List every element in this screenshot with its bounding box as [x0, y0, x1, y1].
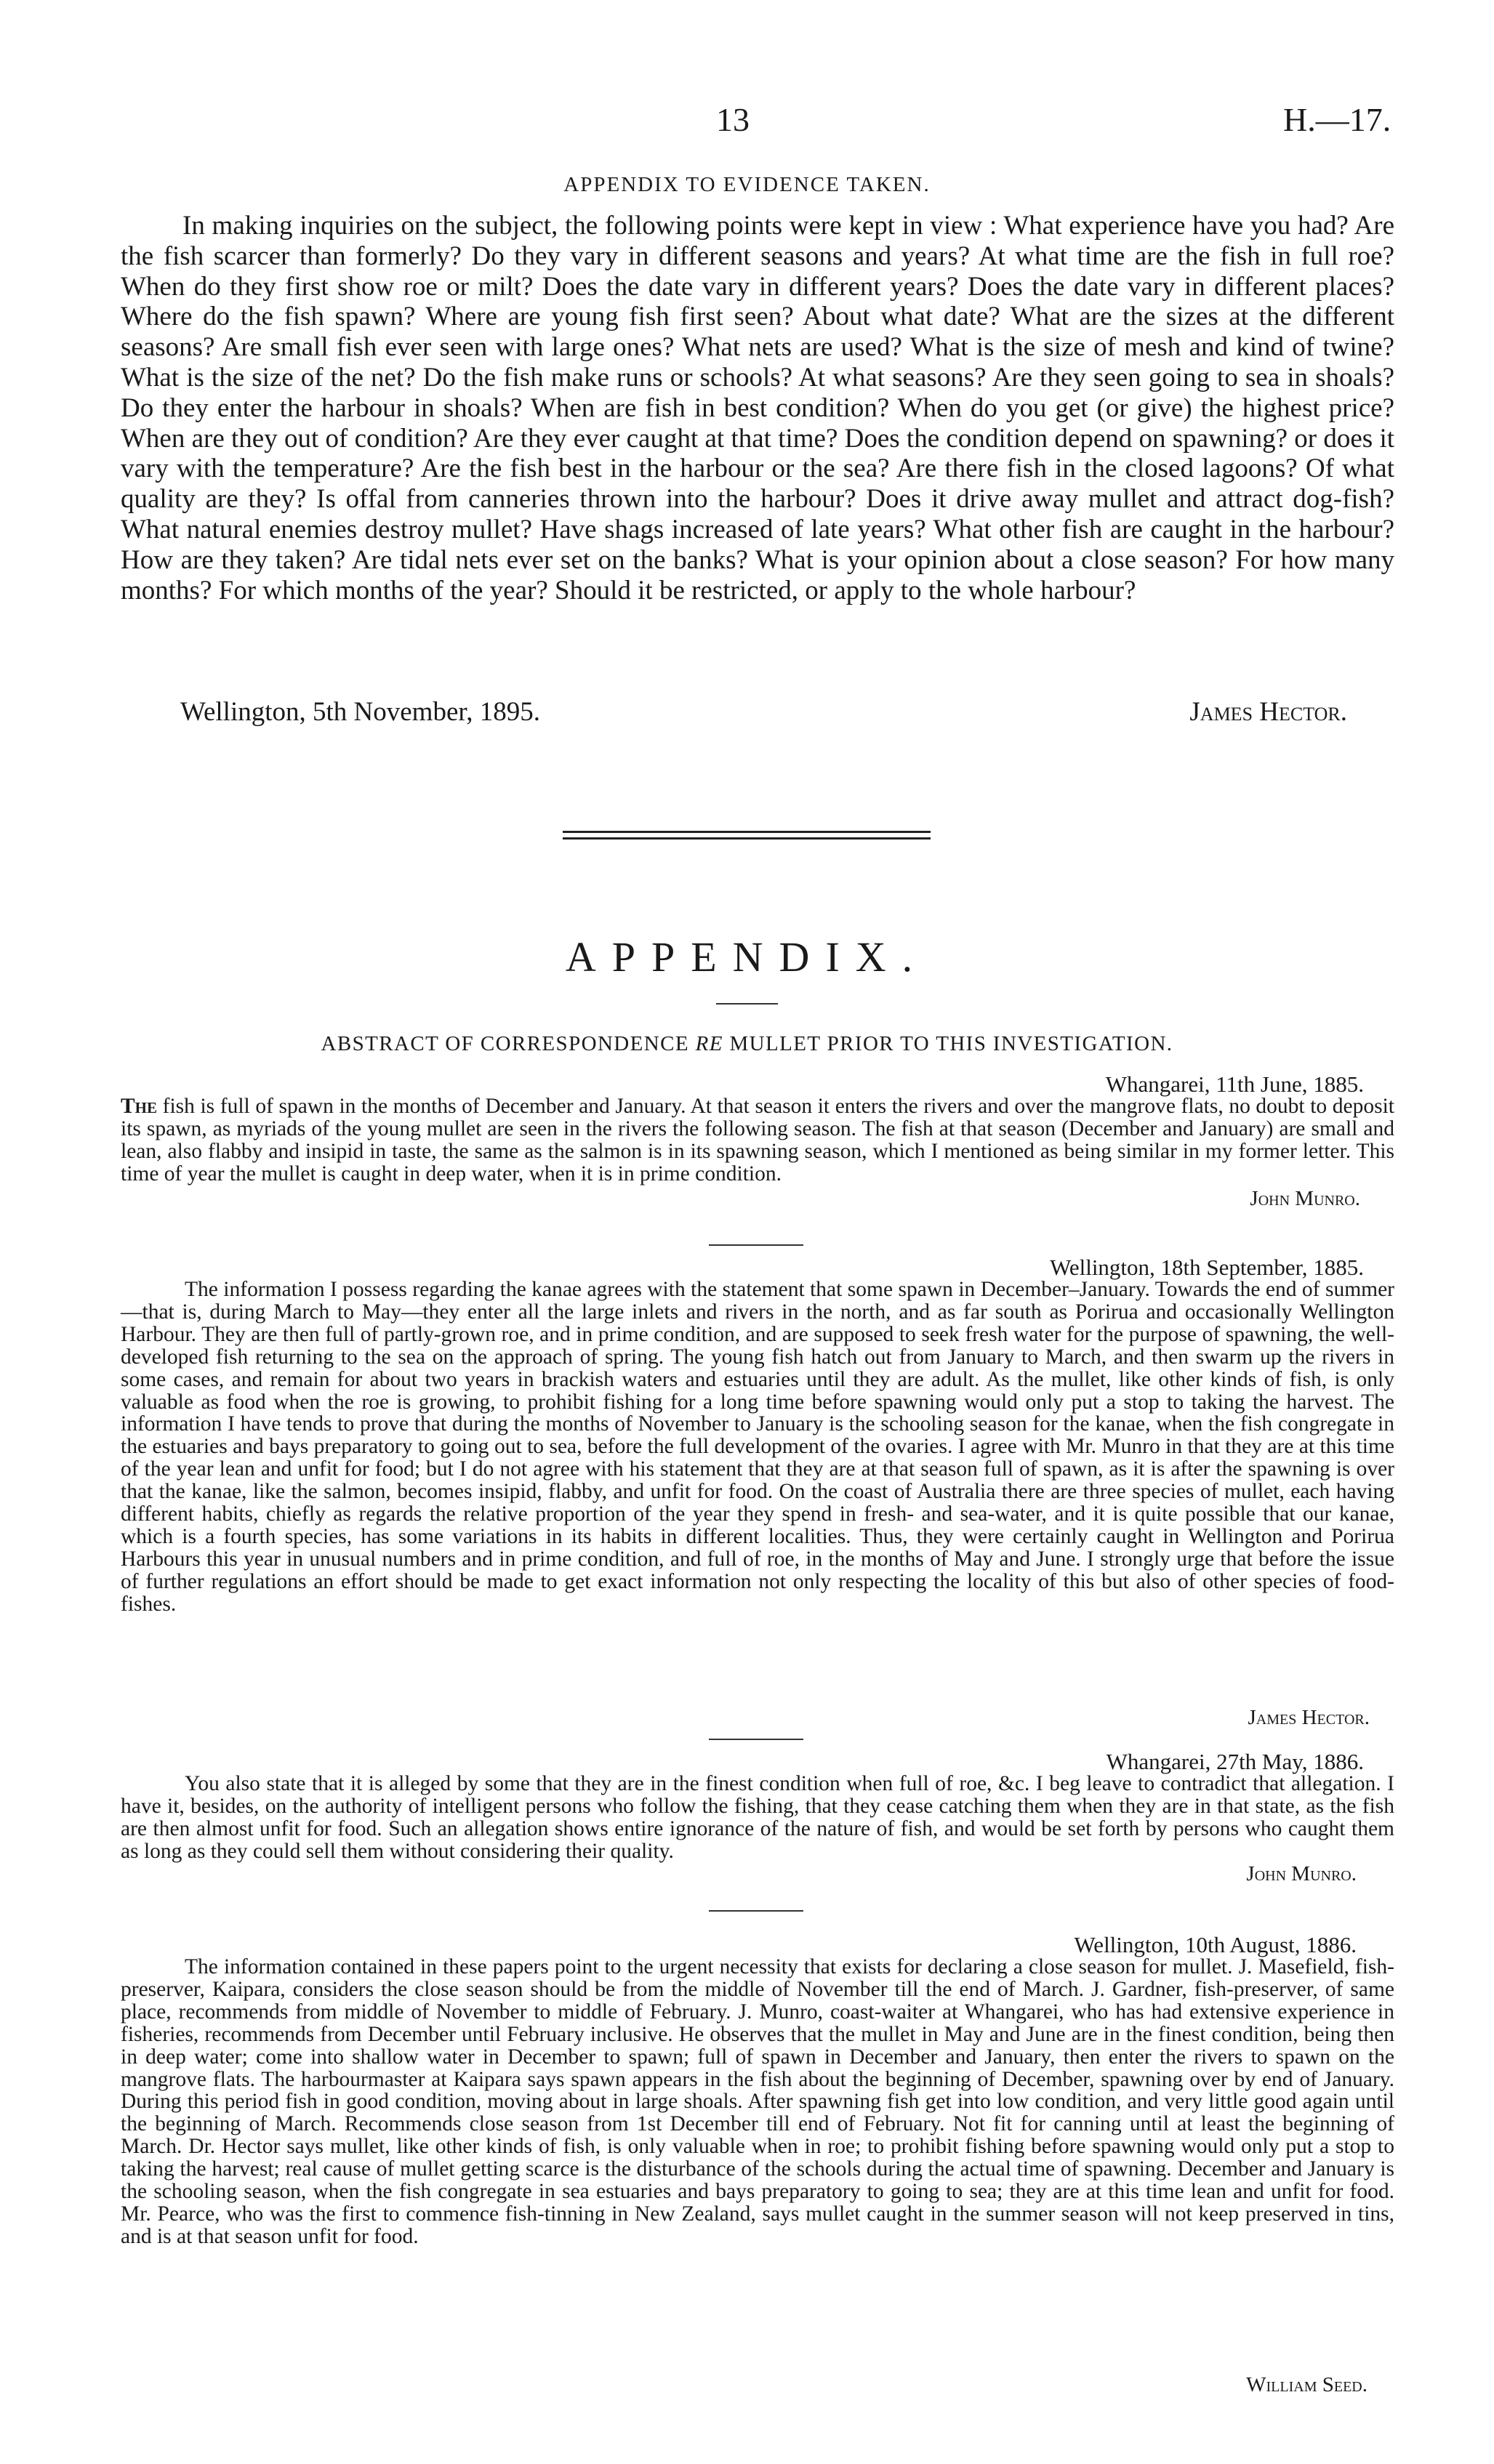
- evidence-appendix-signoff: [180, 696, 1347, 728]
- letter-signature: John Munro.: [1250, 1187, 1360, 1210]
- title-rule: [716, 1003, 778, 1004]
- letter-body: You also state that it is alleged by some that they are in the finest condition when full of roe, &c. I beg leave to contradict that allegation. I have it, besides, on the authority of intelligent persons who follow the fishing, that they cease catching them when they are in that state, as the fish are then almost unfit for food. Such an allegation shows entire ignorance of the nature of fish, and would be set forth by persons who caught them as long as they could sell them without considering their quality.: [121, 1772, 1394, 1863]
- letter-signature: John Munro.: [1246, 1862, 1357, 1885]
- letter-body: The fish is full of spawn in the months of December and January. At that season it enters the rivers and over the mangrove flats, no doubt to deposit its spawn, as myriads of the young mullet are seen in the rivers the following season. The fish at that season (December and January) are small and lean, also flabby and insipid in taste, the same as the salmon is in its spawning season, which I mentioned as being similar in my former letter. This time of year the mullet is caught in deep water, when it is in prime condition.: [121, 1095, 1394, 1185]
- appendix-title: APPENDIX.: [565, 933, 929, 981]
- letter-separator: [709, 1244, 803, 1246]
- signature: James Hector.: [1189, 697, 1347, 727]
- evidence-appendix-title: APPENDIX TO EVIDENCE TAKEN.: [563, 173, 931, 196]
- letter-dateline: Wellington, 10th August, 1886.: [1074, 1932, 1357, 1957]
- section-divider-bottom: [563, 837, 931, 840]
- place-date: Wellington, 5th November, 1895.: [180, 697, 540, 727]
- letter-dateline: Wellington, 18th September, 1885.: [1050, 1255, 1364, 1280]
- letter-body: The information contained in these papers point to the urgent necessity that exists for declaring a close season for mullet. J. Masefield, fish-preserver, Kaipara, considers the close season should be from the middle of November till the end of March. J. Gardner, fish-preserver, of same place, recommends from middle of November to middle of February. J. Munro, coast-waiter at Whangarei, who has had extensive experience in fisheries, recommends from December until February inclusive. He observes that the mullet in May and June are in the finest condition, being then in deep water; come into shallow water in December to spawn; full of spawn in December and January, then enter the rivers to spawn on the mangrove flats. The harbourmaster at Kaipara says spawn appears in the fish about the beginning of December, spawning over by end of January. During this period fish in good condition, moving about in large shoals. After spawning fish get into low condition, and very little good again until the beginning of March. Recommends close season from 1st December till end of February. Not fit for canning until at least the beginning of March. Dr. Hector says mullet, like other kinds of fish, is only valuable when in roe; to prohibit fishing before spawning would only put a stop to taking the harvest; real cause of mullet getting scarce is the disturbance of the schools during the actual time of spawning. December and January is the schooling season, when the fish congregate in sea estuaries and bays preparatory to going to sea; they are at this time lean and unfit for food. Mr. Pearce, who was the first to commence fish-tinning in New Zealand, says mullet caught in the summer season will not keep preserved in tins, and is at that season unfit for food.: [121, 1955, 1394, 2248]
- letter-signature: James Hector.: [1248, 1706, 1370, 1729]
- letter-dateline: Whangarei, 11th June, 1885.: [1105, 1071, 1364, 1097]
- letter-body: The information I possess regarding the kanae agrees with the statement that some spawn in December–January. Towards the end of summer—that is, during March to May—they enter all the large inlets and rivers in the north, and as far south as Porirua and occasionally Wellington Harbour. They are then full of partly-grown roe, and in prime condition, and are supposed to seek fresh water for the purpose of spawning, the well-developed fish returning to the sea on the approach of spring. The young fish hatch out from January to March, and then swarm up the rivers in some cases, and remain for about two years in brackish waters and estuaries until they are adult. As the mullet, like other kinds of fish, is only valuable as food when the roe is growing, to prohibit fishing for a long time before spawning would only put a stop to taking the harvest. The information I have tends to prove that during the months of November to January is the schooling season for the kanae, when the fish congregate in the estuaries and bays preparatory to going out to sea, before the full development of the ovaries. I agree with Mr. Munro in that they are at this time of the year lean and unfit for food; but I do not agree with his statement that they are at that season full of spawn, as it is after the spawning is over that the kanae, like the salmon, becomes insipid, flabby, and unfit for food. On the coast of Australia there are three species of mullet, each having different habits, chiefly as regards the relative proportion of the year they spend in fresh- and sea-water, and it is quite possible that our kanae, which is a fourth species, has some variations in its habits in different localities. Thus, they were certainly caught in Wellington and Porirua Harbours this year in unusual numbers and in prime condition, and full of roe, in the months of May and June. I strongly urge that before the issue of further regulations an effort should be made to get exact information not only respecting the locality of this but also of other species of food-fishes.: [121, 1278, 1394, 1616]
- evidence-appendix-body: In making inquiries on the subject, the following points were kept in view : What experience have you had? Are the fish scarcer than formerly? Do they vary in different seasons and years? At what time are the fish in full roe? When do they first show roe or milt? Does the date vary in different years? Does the date vary in different places? Where do the fish spawn? Where are young fish first seen? About what date? What are the sizes at the different seasons? Are small fish ever seen with large ones? What nets are used? What is the size of mesh and kind of twine? What is the size of the net? Do the fish make runs or schools? At what seasons? Are they seen going to sea in shoals? Do they enter the harbour in shoals? When are fish in best condition? When do you get (or give) the highest price? When are they out of condition? Are they ever caught at that time? Does the condition depend on spawning? or does it vary with the temperature? Are the fish best in the harbour or the sea? Are there fish in the closed lagoons? Of what quality are they? Is offal from canneries thrown into the harbour? Does it drive away mullet and attract dog-fish? What natural enemies destroy mullet? Have shags increased of late years? What other fish are caught in the harbour? How are they taken? Are tidal nets ever set on the banks? What is your opinion about a close season? For how many months? For which months of the year? Should it be restricted, or apply to the whole harbour?: [121, 211, 1394, 605]
- section-divider-top: [563, 831, 931, 833]
- letter-separator: [709, 1910, 803, 1912]
- page-number: 13: [716, 101, 750, 138]
- document-reference: H.—17.: [1283, 101, 1391, 138]
- letter-separator: [709, 1739, 803, 1740]
- abstract-heading: ABSTRACT OF CORRESPONDENCE RE MULLET PRIOR TO THIS INVESTIGATION.: [321, 1032, 1173, 1055]
- letter-signature: William Seed.: [1246, 2373, 1368, 2396]
- letter-dateline: Whangarei, 27th May, 1886.: [1106, 1749, 1364, 1774]
